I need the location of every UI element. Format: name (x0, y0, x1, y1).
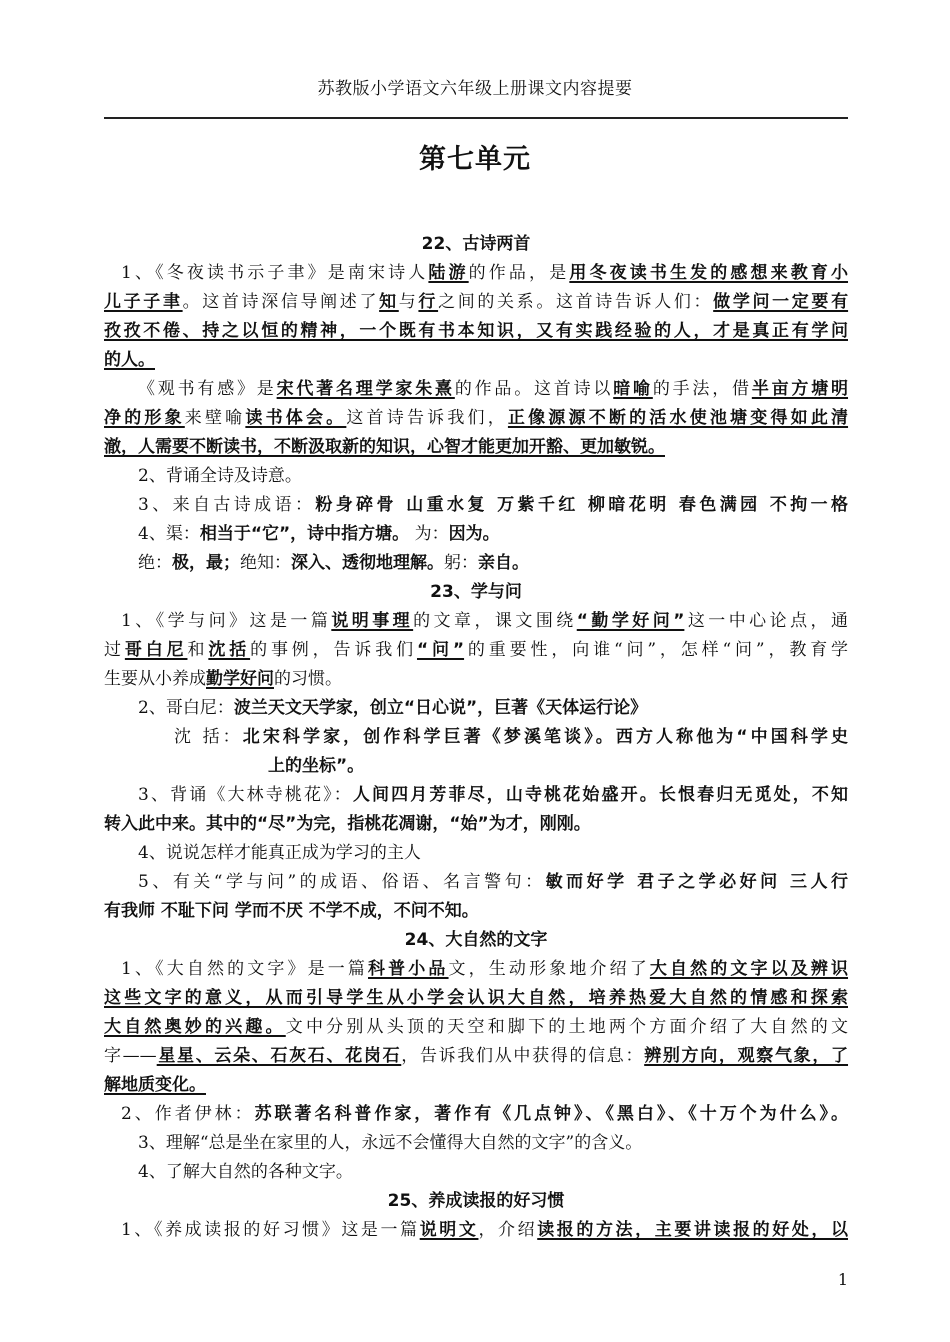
section-heading (104, 578, 848, 607)
section-heading (104, 230, 848, 259)
text-line (104, 868, 848, 897)
key-point: 暗喻 (613, 379, 653, 399)
text-line (104, 375, 848, 404)
text-line (104, 665, 848, 694)
key-point: 科普小品 (368, 959, 449, 979)
key-point: 的人。 (104, 350, 155, 370)
key-point: “问” (416, 640, 465, 660)
section-heading (104, 1187, 848, 1216)
text-line (104, 1216, 848, 1245)
page-number: 1 (837, 1270, 848, 1289)
key-point: 星星、云朵、石灰石、花岗石 (156, 1046, 402, 1066)
key-point: 哥白尼 (124, 640, 188, 660)
text: 为： (409, 524, 449, 544)
text: 与 (398, 292, 419, 312)
key-point: 大自然奥妙的兴趣。 (104, 1017, 286, 1037)
text-line (104, 259, 848, 288)
text-line (104, 897, 848, 926)
key-point: 说明事理 (331, 611, 414, 631)
text: ，告诉我们从中获得的信息： (401, 1046, 645, 1066)
bold-text: 转入此中来。其中的“尽”为完，指桃花凋谢，“始”为才，刚刚。 (104, 814, 591, 834)
text: 1、《养成读报的好习惯》这是一篇 (121, 1220, 420, 1240)
section-heading (104, 926, 848, 955)
bold-text: 极，最； (172, 553, 240, 573)
text: 5、有关“学与问”的成语、俗语、名言警句： (138, 872, 546, 892)
bold-text: 粉身碎骨 山重水复 万紫千红 柳暗花明 春色满园 不拘一格 (315, 495, 848, 515)
text-line (104, 520, 848, 549)
bold-text: 北宋科学家，创作科学巨著《梦溪笔谈》。西方人称他为“中国科学史 (242, 727, 848, 747)
key-point: 澈，人需要不断读书，不断汲取新的知识，心智才能更加开豁、更加敏锐。 (104, 437, 665, 457)
document-header: 苏教版小学语文六年级上册课文内容提要 (317, 79, 633, 99)
text: 和 (187, 640, 209, 660)
key-point: 大自然的文字以及辨识 (649, 959, 849, 979)
text: 的手法，借 (652, 379, 752, 399)
text: 22、古诗两首 (421, 234, 531, 254)
bold-text: 苏联著名科普作家，著作有《几点钟》、《黑白》、《十万个为什么》。 (254, 1104, 848, 1124)
text-line (104, 694, 848, 723)
text-line (104, 288, 848, 317)
text: 2、作者伊林： (121, 1104, 255, 1124)
key-point: 行 (418, 292, 439, 312)
text: 。这首诗深信导阐述了 (182, 292, 380, 312)
key-point: 陆游 (428, 263, 469, 283)
key-point: 知 (379, 292, 399, 312)
key-point: 半亩方塘明 (751, 379, 849, 399)
bold-text: 亲自。 (478, 553, 529, 573)
text: 25、养成读报的好习惯 (387, 1191, 565, 1211)
text-line (104, 491, 848, 520)
text: 文，生动形象地介绍了 (448, 959, 650, 979)
text-line (104, 462, 848, 491)
text-line (104, 752, 848, 781)
text-line (104, 549, 848, 578)
text-line (104, 810, 848, 839)
text-line (104, 1158, 848, 1187)
text: 4、了解大自然的各种文字。 (138, 1162, 353, 1182)
unit-title: 第七单元 (419, 144, 531, 175)
text-line (104, 723, 848, 752)
text: 文中分别从头顶的天空和脚下的土地两个方面介绍了大自然的文 (285, 1017, 848, 1037)
key-point: 沈括 (208, 640, 251, 660)
text-line (104, 1100, 848, 1129)
text: 这一中心论点，通 (684, 611, 848, 631)
text-line (104, 1071, 848, 1100)
text: ，介绍 (478, 1220, 538, 1240)
bold-text: 波兰天文天学家，创立“日心说”，巨著《天体运行论》 (233, 698, 648, 718)
text-line (104, 1129, 848, 1158)
text-line (104, 636, 848, 665)
text: 的习惯。 (274, 669, 342, 689)
bold-text: 因为。 (448, 524, 500, 544)
text: 沈 括： (174, 727, 243, 747)
bold-text: 深入、透彻地理解。 (291, 553, 444, 573)
text: 3、理解“总是坐在家里的人，永远不会懂得大自然的文字”的含义。 (138, 1133, 643, 1153)
key-point: 读报的方法，主要讲读报的好处，以 (537, 1220, 849, 1240)
text: 绝： (138, 553, 172, 573)
text: 的事例，告诉我们 (250, 640, 417, 660)
text-line (104, 955, 848, 984)
key-point: 用冬夜读书生发的感想来教育小 (569, 263, 849, 283)
key-point: 这些文字的意义，从而引导学生从小学会认识大自然，培养热爱大自然的情感和探索 (104, 988, 848, 1008)
text: 这首诗告诉我们， (346, 408, 508, 428)
text-line (104, 346, 848, 375)
text-line (104, 317, 848, 346)
text: 1、《冬夜读书示子聿》是南宋诗人 (121, 263, 429, 283)
key-point: 解地质变化。 (104, 1075, 206, 1095)
text: 《观书有感》是 (138, 379, 277, 399)
text: 绝知： (240, 553, 291, 573)
text-line (104, 984, 848, 1013)
text: 3、背诵《大林寺桃花》： (138, 785, 353, 805)
text-line (104, 404, 848, 433)
text: 过 (104, 640, 125, 660)
text: 3、来自古诗成语： (138, 495, 316, 515)
text: 1、《学与问》这是一篇 (121, 611, 332, 631)
text: 2、背诵全诗及诗意。 (138, 466, 302, 486)
bold-text: 上的坐标”。 (268, 756, 365, 776)
text-line (104, 1013, 848, 1042)
text: 1、《大自然的文字》是一篇 (121, 959, 369, 979)
key-point: “勤学好问” (576, 611, 685, 631)
text: 2、哥白尼： (138, 698, 234, 718)
text-line (104, 781, 848, 810)
key-point: 儿子子聿 (104, 292, 183, 312)
text: 4、渠： (138, 524, 200, 544)
key-point: 宋代著名理学家朱熹 (276, 379, 455, 399)
text: 的作品。这首诗以 (454, 379, 614, 399)
key-point: 说明文 (419, 1220, 479, 1240)
bold-text: 敏而好学 君子之学必好问 三人行 (545, 872, 848, 892)
text-line (104, 607, 848, 636)
text: 躬： (444, 553, 478, 573)
bold-text: 有我师 不耻下问 学而不厌 不学不成，不问不知。 (104, 901, 479, 921)
key-point: 辨别方向，观察气象，了 (644, 1046, 849, 1066)
text: 的重要性，向谁“问”，怎样“问”，教育学 (464, 640, 849, 660)
text: 之间的关系。这首诗告诉人们： (438, 292, 714, 312)
key-point: 净的形象 (104, 408, 185, 428)
text: 的作品，是 (468, 263, 570, 283)
header-rule (104, 117, 848, 119)
text: 字—— (104, 1046, 157, 1066)
text-line (104, 433, 848, 462)
bold-text: 相当于“它”，诗中指方塘。 (199, 524, 410, 544)
key-point: 勤学好问 (206, 669, 274, 689)
text-line (104, 839, 848, 868)
text: 24、大自然的文字 (404, 930, 548, 950)
text: 生要从小养成 (104, 669, 206, 689)
key-point: 孜孜不倦、持之以恒的精神，一个既有书本知识，又有实践经验的人，才是真正有学问 (104, 321, 848, 341)
bold-text: 人间四月芳菲尽，山寺桃花始盛开。长恨春归无觅处，不知 (352, 785, 848, 805)
text: 4、说说怎样才能真正成为学习的主人 (138, 843, 421, 863)
key-point: 正像源源不断的活水使池塘变得如此清 (507, 408, 849, 428)
document-body (104, 230, 848, 1245)
text-line (104, 1042, 848, 1071)
text: 来壁喻 (184, 408, 246, 428)
key-point: 读书体会。 (245, 408, 347, 428)
text: 的文章，课文围绕 (413, 611, 577, 631)
text: 23、学与问 (430, 582, 522, 602)
key-point: 做学问一定要有 (713, 292, 849, 312)
